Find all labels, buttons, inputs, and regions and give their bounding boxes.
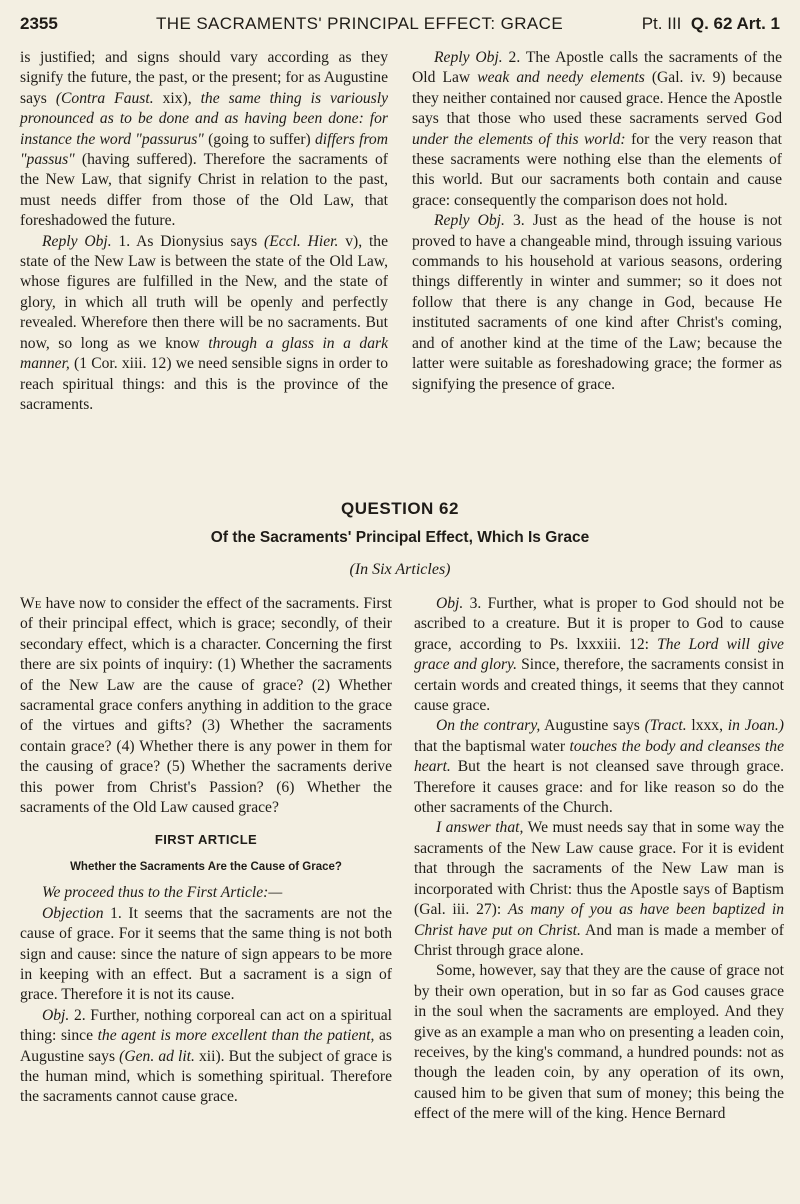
text-run: that the baptismal water bbox=[414, 737, 570, 755]
small-caps-opening: We bbox=[20, 595, 42, 612]
citation: (Contra Faust. bbox=[55, 89, 154, 107]
text-run: Since, therefore, the sacraments consist in certain words and created things, it seems that they cannot cause grace. bbox=[414, 656, 784, 715]
reply-objection-1 bbox=[20, 232, 388, 416]
page-number: 2355 bbox=[20, 14, 58, 33]
text-run: xix), bbox=[153, 89, 201, 107]
running-head bbox=[20, 14, 780, 40]
text-run: as Augustine says bbox=[20, 1027, 392, 1065]
quotation: The Lord will give grace and glory. bbox=[414, 635, 784, 674]
text-run: 2. The Apostle calls the sacraments of the Old Law bbox=[412, 49, 782, 87]
citation: (Gen. ad lit. bbox=[119, 1047, 195, 1065]
part-label: Pt. III bbox=[641, 14, 682, 33]
text-run: have now to consider the effect of the sacraments. First of their principal effect, which is grace; secondly, of their secondary effect, which is a character. Concerning the first there are six points of inquiry: (1) Whether the sacraments of the New Law are the cause of grace? (2) Whether sacramental grace confers anything in addition to the grace of the virtues and gifts? (3) Whether the sacraments contain grace? (4) Whether there is any power in them for the causing of grace? (5) Whether the sacraments derive this power from Christ's Passion? (6) Whether the sacraments of the Old Law caused grace? bbox=[20, 595, 392, 817]
reply-label: Reply Obj. bbox=[434, 212, 505, 230]
quotation: under the elements of this world: bbox=[412, 130, 626, 148]
text-run: for the very reason that these sacraments were nothing else than the elements of this world. But our sacraments both contain and cause grace: consequently the comparison does not hold. bbox=[412, 130, 782, 209]
bottom-left-column bbox=[20, 594, 392, 1108]
text-run: 3. Further, what is proper to God should not be ascribed to a creature. But it is proper to God to cause grace, according to Ps. lxxxiii. 12: bbox=[414, 595, 784, 653]
text-run: 2. Further, nothing corporeal can act on a spiritual thing: since bbox=[20, 1006, 392, 1045]
question-title: QUESTION 62 bbox=[341, 499, 459, 518]
quotation: the same thing is variously pronounced as to be done and as having been done: for instance the word "passurus" bbox=[20, 89, 389, 148]
text-run: 3. Just as the head of the house is not proved to have a changeable mind, through issuing various commands to his household at various seasons, ordering things differently in winter and summer; so it does not follow that there is any change in God, because He instituted sacraments of one kind after Christ's coming, and of another kind at the time of the Law; because the latter were suitable as foreshadowing grace; the former as signifying the presence of grace. bbox=[412, 212, 783, 393]
quotation: touches the body and cleanses the heart. bbox=[414, 737, 784, 776]
objection-label: Obj. bbox=[42, 1006, 70, 1024]
quotation: weak and needy elements bbox=[477, 69, 645, 87]
answer-label: I answer that, bbox=[436, 819, 524, 837]
reply-label: Reply Obj. bbox=[42, 232, 112, 250]
bottom-right-column bbox=[414, 594, 784, 1125]
contrary-label: On the contrary, bbox=[436, 717, 541, 735]
question-intro bbox=[20, 594, 392, 818]
reply-label: Reply Obj. bbox=[434, 49, 503, 66]
text-run: We must needs say that in some way the sacraments of the New Law cause grace. For it is evident that through the sacraments of the New Law man is incorporated with Christ: thus the Apostle says of Baptism (Gal. iii. 27): bbox=[414, 819, 784, 919]
citation: in Joan.) bbox=[727, 717, 784, 735]
text-run: 1. As Dionysius says bbox=[111, 232, 265, 250]
objection-label: Objection bbox=[42, 904, 104, 922]
text-run: v), the state of the New Law is between the state of the Old Law, whose figures are fulfilled in the New, and the state of glory, in which all truth will be openly and perfectly revealed. Wherefore then there will be no sacraments. But now, so long as we know bbox=[20, 232, 388, 352]
text-run: (Gal. iv. 9) because they neither contained nor caused grace. Hence the Apostle says that those who used these sacraments served God bbox=[412, 69, 782, 128]
proceed-line: We proceed thus to the First Article:— bbox=[42, 884, 283, 902]
article-title: FIRST ARTICLE bbox=[154, 832, 258, 848]
text-run: Augustine says bbox=[540, 717, 645, 735]
objection-2 bbox=[20, 1006, 392, 1108]
objection-3 bbox=[414, 594, 784, 716]
objection-label: Obj. bbox=[436, 595, 464, 612]
text-run: (having suffered). Therefore the sacraments of the New Law, that signify Christ in relation to the past, must needs differ from those of the Old Law, that foreshadowed the future. bbox=[20, 151, 388, 230]
text-run: But the heart is not cleansed save through grace. Therefore it causes grace: and for like reason so do the other sacraments of the Church. bbox=[414, 758, 784, 817]
question-subtitle: Of the Sacraments' Principal Effect, Which Is Grace bbox=[210, 529, 590, 546]
text-run: 1. It seems that the sacraments are not the cause of grace. For it seems that the same thing is not both sign and cause: since the nature of sign appears to be more in keeping with an effect. But a sacrament is a sign of grace. Therefore it is not its cause. bbox=[20, 904, 392, 1004]
top-right-column bbox=[412, 48, 782, 395]
top-left-column bbox=[20, 48, 388, 415]
reply-objection-2 bbox=[412, 48, 782, 211]
reply-objection-3 bbox=[412, 211, 782, 395]
text-run: is justified; and signs should vary according as they signify the future, the past, or the present; for as Augustine says bbox=[20, 49, 388, 107]
text-run: And man is made a member of Christ through grace alone. bbox=[414, 921, 784, 959]
text-run: (1 Cor. xiii. 12) we need sensible signs in order to reach spiritual things: and this is the province of the sacraments. bbox=[20, 355, 388, 413]
paragraph-continuation bbox=[20, 48, 388, 232]
some-say-paragraph: Some, however, say that they are the cause of grace not by their own operation, but in so far as God causes grace in the soul when the sacraments are employed. And they give as an example a man who on presenting a leaden coin, receives, by the king's command, a hundred pounds: not as though the leaden coin, by any operation of its own, caused him to be given that sum of money; this being the effect of the mere will of the king. Hence Bernard bbox=[414, 962, 784, 1123]
section-reference bbox=[642, 14, 780, 34]
quotation: the agent is more excellent than the patient, bbox=[97, 1027, 375, 1045]
quotation: As many of you as have been baptized in Christ have put on Christ. bbox=[414, 901, 784, 939]
question-articles-note: (In Six Articles) bbox=[349, 561, 451, 578]
objection-1 bbox=[20, 904, 392, 1006]
text-run: xii). But the subject of grace is the human mind, which is something spiritual. Therefore the sacraments cannot cause grace. bbox=[20, 1047, 392, 1106]
citation: (Eccl. Hier. bbox=[264, 232, 339, 250]
text-run: lxxx, bbox=[686, 717, 728, 735]
i-answer-that bbox=[414, 818, 784, 961]
on-the-contrary bbox=[414, 716, 784, 818]
article-question: Whether the Sacraments Are the Cause of Grace? bbox=[70, 860, 342, 873]
text-run: (going to suffer) bbox=[203, 130, 315, 148]
running-title: THE SACRAMENTS' PRINCIPAL EFFECT: GRACE bbox=[156, 14, 564, 33]
quotation: differs from "passus" bbox=[20, 130, 388, 169]
question-article-label: Q. 62 Art. 1 bbox=[690, 14, 780, 33]
quotation: through a glass in a dark manner, bbox=[20, 334, 389, 373]
citation: (Tract. bbox=[644, 717, 687, 735]
